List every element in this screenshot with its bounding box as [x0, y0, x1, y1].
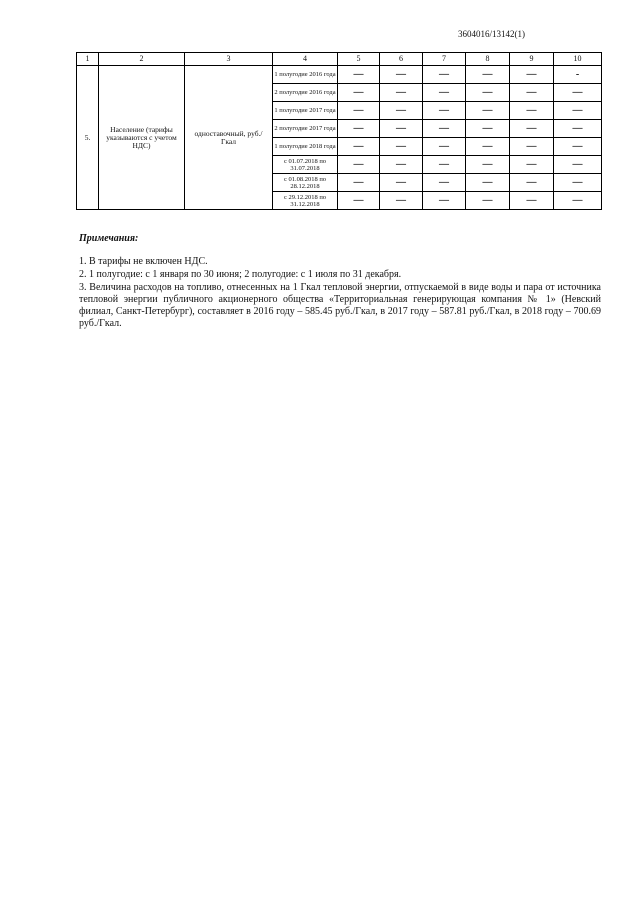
tariff-table — [76, 52, 602, 210]
tariff-value-cell: — — [423, 66, 466, 84]
tariff-value-cell: — — [466, 102, 510, 120]
tariff-value-cell: — — [380, 156, 423, 174]
column-number: 5 — [338, 53, 380, 66]
tariff-value-cell: — — [466, 84, 510, 102]
document-number: 3604016/13142(1) — [458, 29, 525, 39]
tariff-value-cell: — — [510, 84, 554, 102]
period-label: с 29.12.2018 по 31.12.2018 — [273, 192, 338, 210]
tariff-value-cell: — — [466, 138, 510, 156]
tariff-value-cell: — — [380, 120, 423, 138]
row-number: 5. — [77, 66, 99, 210]
tariff-value-cell: — — [380, 102, 423, 120]
tariff-value-cell: — — [510, 66, 554, 84]
tariff-value-cell: — — [510, 156, 554, 174]
column-number: 8 — [466, 53, 510, 66]
column-number: 7 — [423, 53, 466, 66]
tariff-value-cell: — — [466, 120, 510, 138]
tariff-value-cell: - — [554, 66, 602, 84]
column-number: 10 — [554, 53, 602, 66]
tariff-value-cell: — — [423, 102, 466, 120]
tariff-value-cell: — — [338, 102, 380, 120]
tariff-value-cell: — — [554, 156, 602, 174]
tariff-type: одноставочный, руб./Гкал — [185, 66, 273, 210]
column-number: 6 — [380, 53, 423, 66]
tariff-value-cell: — — [423, 138, 466, 156]
tariff-value-cell: — — [510, 102, 554, 120]
period-label: с 01.07.2018 по 31.07.2018 — [273, 156, 338, 174]
notes-title: Примечания: — [79, 233, 139, 244]
period-label: 2 полугодие 2016 года — [273, 84, 338, 102]
tariff-value-cell: — — [338, 66, 380, 84]
column-number: 1 — [77, 53, 99, 66]
period-label: 1 полугодие 2017 года — [273, 102, 338, 120]
tariff-value-cell: — — [554, 174, 602, 192]
note-item: 2. 1 полугодие: с 1 января по 30 июня; 2 полугодие: с 1 июля по 31 декабря. — [79, 269, 402, 280]
note-item: 1. В тарифы не включен НДС. — [79, 256, 208, 267]
tariff-value-cell: — — [338, 192, 380, 210]
tariff-value-cell: — — [380, 66, 423, 84]
column-number: 4 — [273, 53, 338, 66]
tariff-value-cell: — — [510, 138, 554, 156]
tariff-value-cell: — — [338, 138, 380, 156]
period-label: 1 полугодие 2018 года — [273, 138, 338, 156]
tariff-value-cell: — — [423, 192, 466, 210]
tariff-value-cell: — — [338, 174, 380, 192]
tariff-value-cell: — — [380, 138, 423, 156]
period-label: 1 полугодие 2016 года — [273, 66, 338, 84]
column-number: 2 — [99, 53, 185, 66]
tariff-value-cell: — — [554, 120, 602, 138]
tariff-value-cell: — — [554, 192, 602, 210]
tariff-value-cell: — — [466, 192, 510, 210]
tariff-value-cell: — — [510, 192, 554, 210]
period-label: 2 полугодие 2017 года — [273, 120, 338, 138]
tariff-value-cell: — — [423, 156, 466, 174]
tariff-value-cell: — — [466, 156, 510, 174]
tariff-value-cell: — — [380, 174, 423, 192]
tariff-value-cell: — — [554, 102, 602, 120]
tariff-row — [77, 66, 602, 84]
column-number: 3 — [185, 53, 273, 66]
tariff-value-cell: — — [423, 174, 466, 192]
tariff-value-cell: — — [338, 120, 380, 138]
tariff-value-cell: — — [380, 84, 423, 102]
tariff-value-cell: — — [338, 156, 380, 174]
period-label: с 01.08.2018 по 28.12.2018 — [273, 174, 338, 192]
tariff-value-cell: — — [338, 84, 380, 102]
column-number-row — [77, 53, 602, 66]
tariff-value-cell: — — [554, 138, 602, 156]
tariff-value-cell: — — [510, 120, 554, 138]
tariff-value-cell: — — [380, 192, 423, 210]
tariff-value-cell: — — [554, 84, 602, 102]
tariff-value-cell: — — [423, 120, 466, 138]
column-number: 9 — [510, 53, 554, 66]
tariff-value-cell: — — [466, 66, 510, 84]
consumer-category: Население (тарифы указываются с учетом НДС) — [99, 66, 185, 210]
tariff-value-cell: — — [510, 174, 554, 192]
note-item: 3. Величина расходов на топливо, отнесенных на 1 Гкал тепловой энергии, отпускаемой в виде воды и пара от источника тепловой энергии публичного акционерного общества «Территориальная генерирующая компания № 1» (Невский филиал, Санкт-Петербург), составляет в 2016 году – 585.45 руб./Гкал, в 2017 году – 587.81 руб./Гкал, в 2018 году – 700.69 руб./Гкал. — [79, 282, 601, 329]
tariff-value-cell: — — [466, 174, 510, 192]
tariff-value-cell: — — [423, 84, 466, 102]
